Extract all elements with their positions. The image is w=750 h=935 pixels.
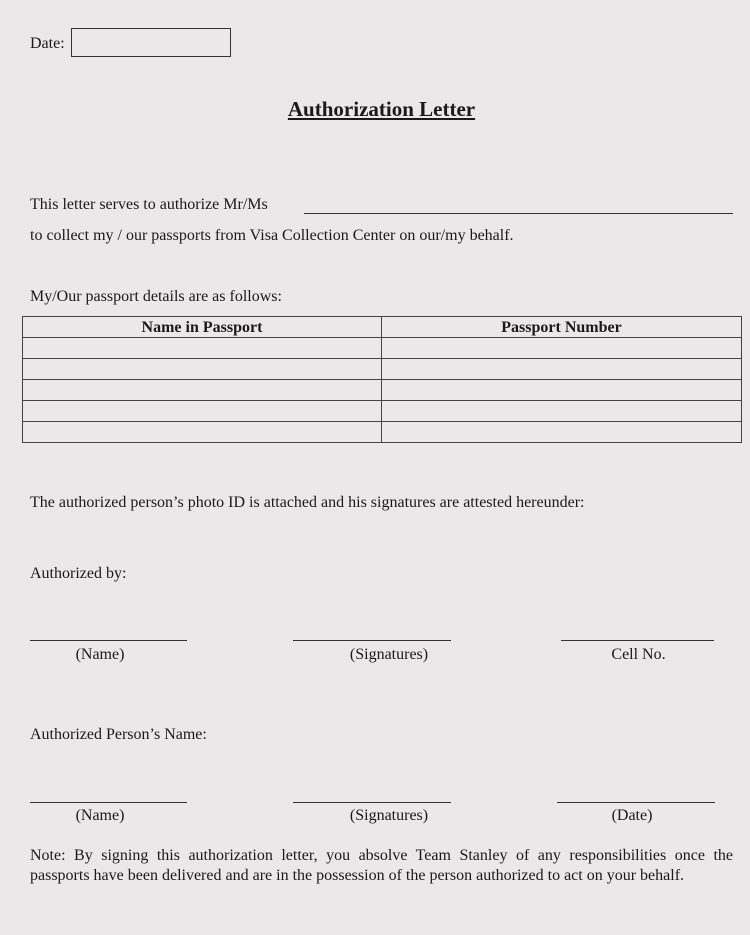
number-cell[interactable] [382, 422, 742, 443]
person-signature-line[interactable] [293, 802, 451, 803]
authorized-name-blank[interactable] [304, 213, 733, 214]
name-cell[interactable] [23, 401, 382, 422]
number-cell[interactable] [382, 401, 742, 422]
authorizer-name-caption: (Name) [75, 646, 125, 663]
person-signature-caption: (Signatures) [349, 807, 429, 824]
person-name-line[interactable] [30, 802, 187, 803]
name-cell[interactable] [23, 338, 382, 359]
page-title: Authorization Letter [287, 97, 476, 121]
authorizer-signature-line[interactable] [293, 640, 451, 641]
authorizer-cell-line[interactable] [561, 640, 714, 641]
passport-details-intro: My/Our passport details are as follows: [30, 288, 282, 305]
column-header-name: Name in Passport [23, 317, 382, 338]
date-field[interactable] [71, 28, 231, 57]
table-row [23, 338, 742, 359]
table-header-row [23, 317, 742, 338]
authorized-by-label: Authorized by: [30, 565, 127, 582]
table-row [23, 422, 742, 443]
name-cell[interactable] [23, 359, 382, 380]
authorized-person-label: Authorized Person’s Name: [30, 726, 207, 743]
authorizer-signature-caption: (Signatures) [349, 646, 429, 663]
name-cell[interactable] [23, 422, 382, 443]
number-cell[interactable] [382, 338, 742, 359]
number-cell[interactable] [382, 380, 742, 401]
column-header-number: Passport Number [382, 317, 742, 338]
person-date-line[interactable] [557, 802, 715, 803]
person-date-caption: (Date) [611, 807, 653, 824]
passport-details-table [22, 316, 742, 443]
date-label: Date: [30, 35, 65, 52]
person-name-caption: (Name) [75, 807, 125, 824]
note-text: Note: By signing this authorization letter, you absolve Team Stanley of any responsibilities once the passports have been delivered and are in the possession of the person authorized to act on your behalf. [30, 847, 733, 884]
authorizer-cell-caption: Cell No. [611, 646, 666, 663]
authorizer-name-line[interactable] [30, 640, 187, 641]
table-row [23, 401, 742, 422]
number-cell[interactable] [382, 359, 742, 380]
table-row [23, 380, 742, 401]
authorization-text-line1: This letter serves to authorize Mr/Ms [30, 196, 268, 213]
table-row [23, 359, 742, 380]
authorization-text-line2: to collect my / our passports from Visa Collection Center on our/my behalf. [30, 227, 514, 244]
name-cell[interactable] [23, 380, 382, 401]
photo-id-statement: The authorized person’s photo ID is attached and his signatures are attested hereunder: [30, 494, 585, 511]
